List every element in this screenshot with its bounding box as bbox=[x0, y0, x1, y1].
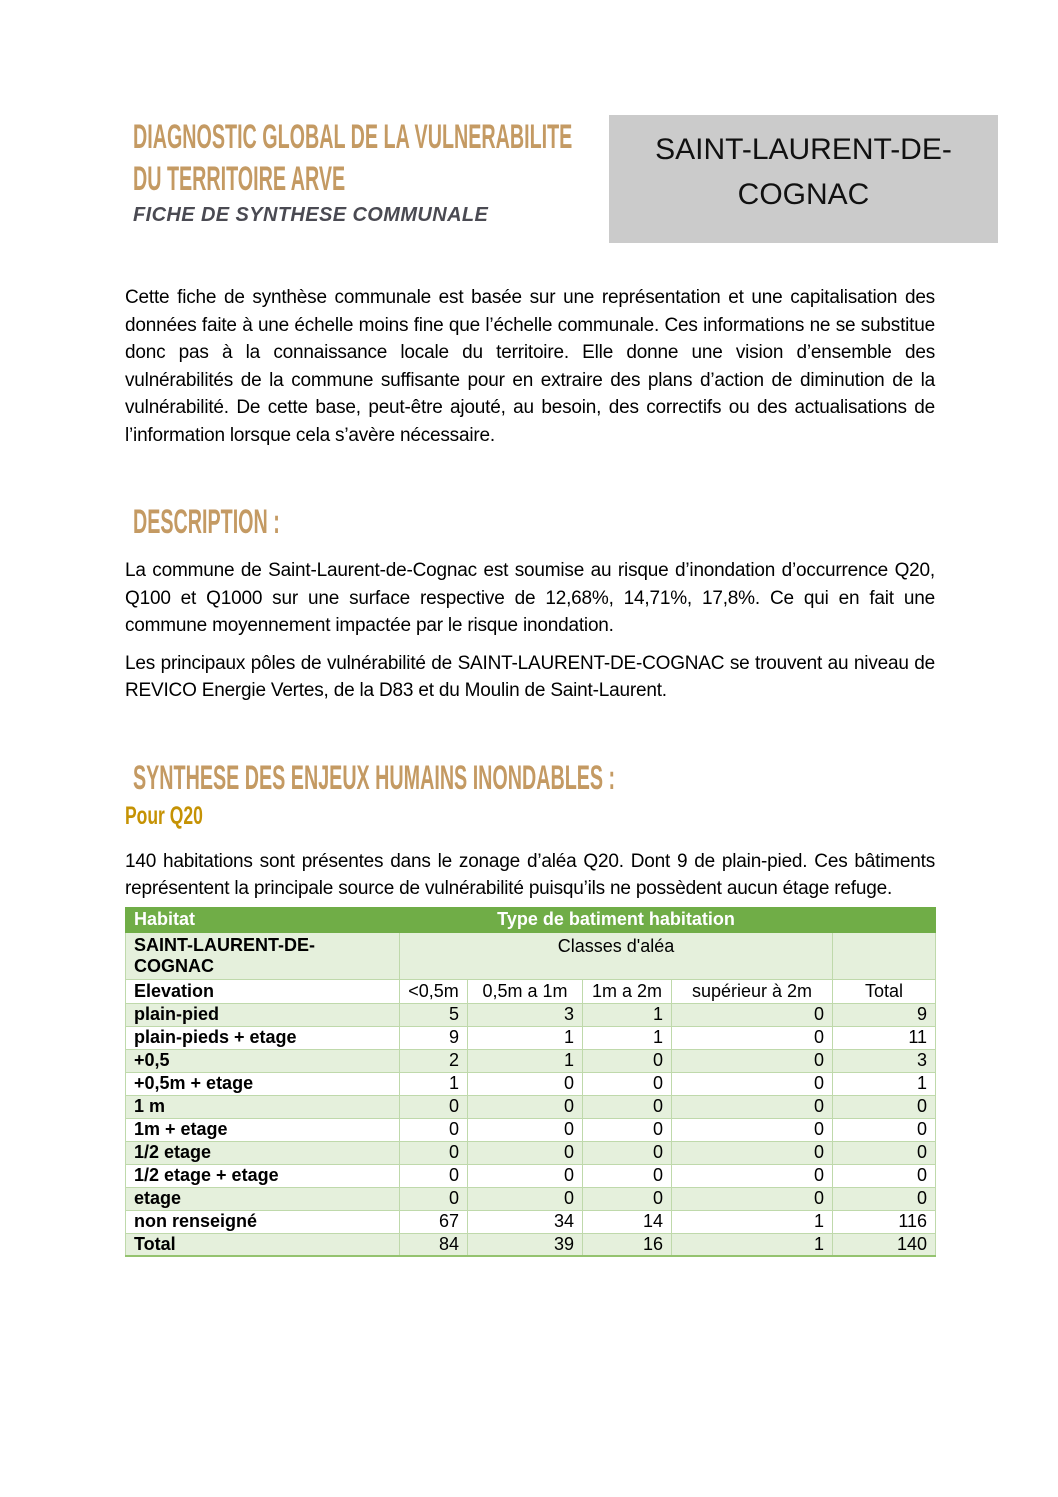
cell: 0 bbox=[672, 1026, 833, 1049]
cell: 16 bbox=[583, 1233, 672, 1256]
cell: 0 bbox=[672, 1095, 833, 1118]
table-commune-cell: SAINT-LAURENT-DE-COGNAC bbox=[126, 932, 400, 979]
row-label: 1/2 etage bbox=[126, 1141, 400, 1164]
cell: 0 bbox=[468, 1095, 583, 1118]
cell: 39 bbox=[468, 1233, 583, 1256]
row-label: 1m + etage bbox=[126, 1118, 400, 1141]
pour-q20-subheading: Pour Q20 bbox=[125, 801, 203, 830]
cell: 1 bbox=[833, 1072, 936, 1095]
cell: 116 bbox=[833, 1210, 936, 1233]
habitat-table bbox=[125, 907, 936, 1258]
row-label: +0,5m + etage bbox=[126, 1072, 400, 1095]
cell: 84 bbox=[400, 1233, 468, 1256]
cell: 0 bbox=[583, 1049, 672, 1072]
table-classes-header: Classes d'aléa bbox=[400, 932, 833, 979]
cell: 0 bbox=[400, 1095, 468, 1118]
table-commune-row bbox=[126, 932, 936, 979]
commune-name-box bbox=[609, 115, 998, 243]
cell: 0 bbox=[583, 1187, 672, 1210]
column-header: supérieur à 2m bbox=[672, 979, 833, 1003]
cell: 0 bbox=[672, 1141, 833, 1164]
row-label: etage bbox=[126, 1187, 400, 1210]
cell: 0 bbox=[672, 1118, 833, 1141]
table-row bbox=[126, 1210, 936, 1233]
cell: 0 bbox=[400, 1187, 468, 1210]
cell: 0 bbox=[672, 1049, 833, 1072]
table-total-row bbox=[126, 1233, 936, 1256]
description-paragraph-2: Les principaux pôles de vulnérabilité de SAINT-LAURENT-DE-COGNAC se trouvent au niveau de REVICO Energie Vertes, de la D83 et du Moulin de Saint-Laurent. bbox=[125, 652, 935, 701]
cell: 11 bbox=[833, 1026, 936, 1049]
cell: 0 bbox=[833, 1164, 936, 1187]
cell: 0 bbox=[583, 1072, 672, 1095]
table-row bbox=[126, 1141, 936, 1164]
synthese-paragraph: 140 habitations sont présentes dans le zonage d’aléa Q20. Dont 9 de plain-pied. Ces bâtiments représentent la principale source de vulnérabilité puisqu’ils ne possèdent aucun étage refuge. bbox=[125, 850, 935, 899]
cell: 0 bbox=[583, 1164, 672, 1187]
cell: 1 bbox=[672, 1233, 833, 1256]
cell: 9 bbox=[833, 1003, 936, 1026]
column-header: Total bbox=[833, 979, 936, 1003]
cell: 9 bbox=[400, 1026, 468, 1049]
cell: 0 bbox=[468, 1164, 583, 1187]
commune-name: SAINT-LAURENT-DE-COGNAC bbox=[655, 133, 952, 211]
cell: 0 bbox=[583, 1095, 672, 1118]
cell: 3 bbox=[833, 1049, 936, 1072]
cell: 0 bbox=[833, 1141, 936, 1164]
cell: 0 bbox=[468, 1141, 583, 1164]
cell: 1 bbox=[583, 1003, 672, 1026]
table-row bbox=[126, 1164, 936, 1187]
column-header: <0,5m bbox=[400, 979, 468, 1003]
report-title-line-1: DIAGNOSTIC GLOBAL DE LA VULNERABILITE bbox=[133, 118, 573, 156]
table-empty-cell bbox=[833, 932, 936, 979]
cell: 67 bbox=[400, 1210, 468, 1233]
cell: 1 bbox=[468, 1049, 583, 1072]
row-label: non renseigné bbox=[126, 1210, 400, 1233]
table-row bbox=[126, 1072, 936, 1095]
column-header: 1m a 2m bbox=[583, 979, 672, 1003]
cell: 1 bbox=[400, 1072, 468, 1095]
description-paragraph-1: La commune de Saint-Laurent-de-Cognac est soumise au risque d’inondation d’occurrence Q20, Q100 et Q1000 sur une surface respective de 12,68%, 14,71%, 17,8%. Ce qui en fait une commune moyennement impactée par le risque inondation. bbox=[125, 560, 935, 636]
cell: 0 bbox=[833, 1118, 936, 1141]
cell: 0 bbox=[468, 1118, 583, 1141]
cell: 0 bbox=[468, 1072, 583, 1095]
cell: 0 bbox=[672, 1072, 833, 1095]
row-label: plain-pied bbox=[126, 1003, 400, 1026]
table-row bbox=[126, 1118, 936, 1141]
cell: 0 bbox=[400, 1164, 468, 1187]
page-content bbox=[125, 284, 935, 1257]
cell: 0 bbox=[672, 1003, 833, 1026]
row-label: 1 m bbox=[126, 1095, 400, 1118]
cell: 34 bbox=[468, 1210, 583, 1233]
cell: 1 bbox=[672, 1210, 833, 1233]
synthese-heading: SYNTHESE DES ENJEUX HUMAINS INONDABLES : bbox=[133, 758, 616, 797]
cell: 0 bbox=[672, 1187, 833, 1210]
cell: 1 bbox=[583, 1026, 672, 1049]
table-header-row bbox=[126, 907, 936, 932]
table-corner-header: Habitat bbox=[126, 907, 400, 932]
report-subtitle: FICHE DE SYNTHESE COMMUNALE bbox=[133, 204, 489, 226]
row-label: plain-pieds + etage bbox=[126, 1026, 400, 1049]
table-elevation-row bbox=[126, 979, 936, 1003]
cell: 14 bbox=[583, 1210, 672, 1233]
row-label: 1/2 etage + etage bbox=[126, 1164, 400, 1187]
table-row bbox=[126, 1026, 936, 1049]
cell: 0 bbox=[400, 1118, 468, 1141]
cell: 0 bbox=[468, 1187, 583, 1210]
table-row bbox=[126, 1187, 936, 1210]
elevation-label: Elevation bbox=[126, 979, 400, 1003]
cell: 140 bbox=[833, 1233, 936, 1256]
cell: 0 bbox=[833, 1095, 936, 1118]
intro-paragraph: Cette fiche de synthèse communale est basée sur une représentation et une capitalisation des données faite à une échelle moins fine que l’échelle communale. Ces informations ne se substitue donc pas à la connaissance locale du territoire. Elle donne une vision d’ensemble des vulnérabilités de la commune suffisante pour en extraire des plans d’action de diminution de la vulnérabilité. De cette base, peut-être ajouté, au besoin, des correctifs ou des actualisations de l’information lorsque cela s’avère nécessaire. bbox=[125, 287, 935, 446]
cell: 3 bbox=[468, 1003, 583, 1026]
cell: 0 bbox=[400, 1141, 468, 1164]
cell: 0 bbox=[833, 1187, 936, 1210]
report-title-line-2: DU TERRITOIRE ARVE bbox=[133, 160, 346, 198]
table-row bbox=[126, 1003, 936, 1026]
table-row bbox=[126, 1095, 936, 1118]
column-header: 0,5m a 1m bbox=[468, 979, 583, 1003]
row-label: Total bbox=[126, 1233, 400, 1256]
table-row bbox=[126, 1049, 936, 1072]
cell: 0 bbox=[583, 1141, 672, 1164]
row-label: +0,5 bbox=[126, 1049, 400, 1072]
cell: 2 bbox=[400, 1049, 468, 1072]
table-main-header: Type de batiment habitation bbox=[400, 907, 936, 932]
description-heading: DESCRIPTION : bbox=[133, 503, 280, 541]
cell: 1 bbox=[468, 1026, 583, 1049]
cell: 0 bbox=[583, 1118, 672, 1141]
cell: 0 bbox=[672, 1164, 833, 1187]
cell: 5 bbox=[400, 1003, 468, 1026]
